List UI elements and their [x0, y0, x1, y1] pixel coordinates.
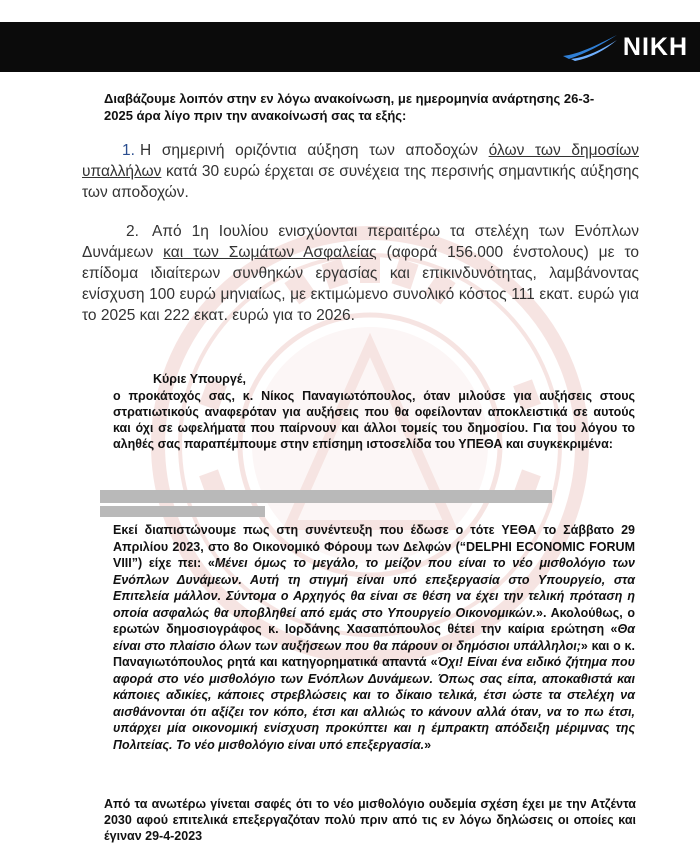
redacted-link-line-1 — [100, 490, 552, 503]
letter-paragraph: ο προκάτοχός σας, κ. Νίκος Παναγιωτόπουλος, όταν μιλούσε για αυξήσεις στους στρατιωτικούς αναφερόταν για αυξήσεις που θα οφείλονταν αποκλειστικά σε αυτούς και όχι σε ωφελήματα που παίρνουν και άλλοι τομείς του δημοσίου. Για του λόγου το αληθές σας παραπέμπουμε στην επίσημη ιστοσελίδα του ΥΠΕΘΑ και συγκεκριμένα: — [113, 389, 635, 451]
list-number: 1. — [122, 142, 135, 159]
logo-text: NIKH — [622, 32, 688, 61]
header-bar — [0, 22, 700, 72]
interview-paragraph: Εκεί διαπιστώνουμε πως στη συνέντευξη που έδωσε ο τότε ΥΕΘΑ το Σάββατο 29 Απριλίου 2023, στο 8ο Οικονομικό Φόρουμ των Δελφών (“DELPHI ECONOMIC FORUM VIII”) είχε πει: «Μένει όμως το μεγάλο, το μείζον που είναι το νέο μισθολόγιο των Ενόπλων Δυνάμεων. Αυτή τη στιγμή είναι υπό επεξεργασία στο Υπουργείο, στα Επιτελεία μάλλον. Σύντομα ο Αρχηγός θα είναι σε θέση να έχει την τελική πρόταση η οποία ασφαλώς θα υποβληθεί από εμάς στο Υπουργείο Οικονομικών.». Ακολούθως, ο ερωτών δημοσιογράφος κ. Ιορδάνης Χασαπόπουλος θέτει την καίρια ερώτηση «Θα είναι στο πλαίσιο όλων των αυξήσεων που θα πάρουν οι δημόσιοι υπάλληλοι;» και ο κ. Παναγιωτόπουλος ρητά και κατηγορηματικά απαντά «Όχι! Είναι ένα ειδικό ζήτημα που αφορά στο νέο μισθολόγιο των Ενόπλων Δυνάμεων. Όπως σας είπα, αποκαθιστά και κάποιες αδικίες, κάποιες στρεβλώσεις και το δίκαιο τελικά, έτσι ώστε τα στελέχη να αισθάνονται ότι αξίζει τον κόπο, έτσι και αλλιώς το κάνουν αλλά όταν, να το πω έτσι, υπάρχει μία οικονομική ενίσχυση προκύπτει και η έμπρακτη απόδειξη μέριμνας της Πολιτείας. Το νέο μισθολόγιο είναι υπό επεξεργασία.» — [113, 523, 635, 752]
intro-paragraph: Διαβάζουμε λοιπόν στην εν λόγω ανακοίνωση, με ημερομηνία ανάρτησης 26-3-2025 άρα λίγο πριν την ανακοίνωσή σας τα εξής: — [104, 91, 595, 123]
list-item-1: 1. Η σημερινή οριζόντια αύξηση των αποδοχών όλων των δημοσίων υπαλλήλων κατά 30 ευρώ έρχεται σε συνέχεια της περσινής σημαντικής αύξησης των αποδοχών. — [82, 142, 639, 201]
conclusion-paragraph: Από τα ανωτέρω γίνεται σαφές ότι το νέο μισθολόγιο ουδεμία σχέση έχει με την Ατζέντα 2030 αφού επιτελικά επεξεργαζόταν πολύ πριν από τις εν λόγω δηλώσεις οι οποίες και έγιναν 29-4-2023 — [104, 797, 636, 843]
list-number: 2. — [126, 223, 139, 240]
redacted-link-line-2 — [100, 506, 265, 517]
logo-swoosh-icon — [561, 32, 619, 62]
greeting: Κύριε Υπουργέ, — [153, 372, 246, 386]
niki-logo — [561, 30, 688, 64]
list-item-2: 2. Από 1η Ιουλίου ενισχύονται περαιτέρω τα στελέχη των Ενόπλων Δυνάμεων και των Σωμάτων Ασφαλείας (αφορά 156.000 ένστολους) με το επίδομα ιδιαίτερων συνθηκών εργασίας και επικινδυνότητας, λαμβάνοντας ενίσχυση 100 ευρώ μηνιαίως, με εκτιμώμενο συνολικό κόστος 111 εκατ. ευρώ για το 2025 και 222 εκατ. ευρώ για το 2026. — [82, 223, 639, 324]
